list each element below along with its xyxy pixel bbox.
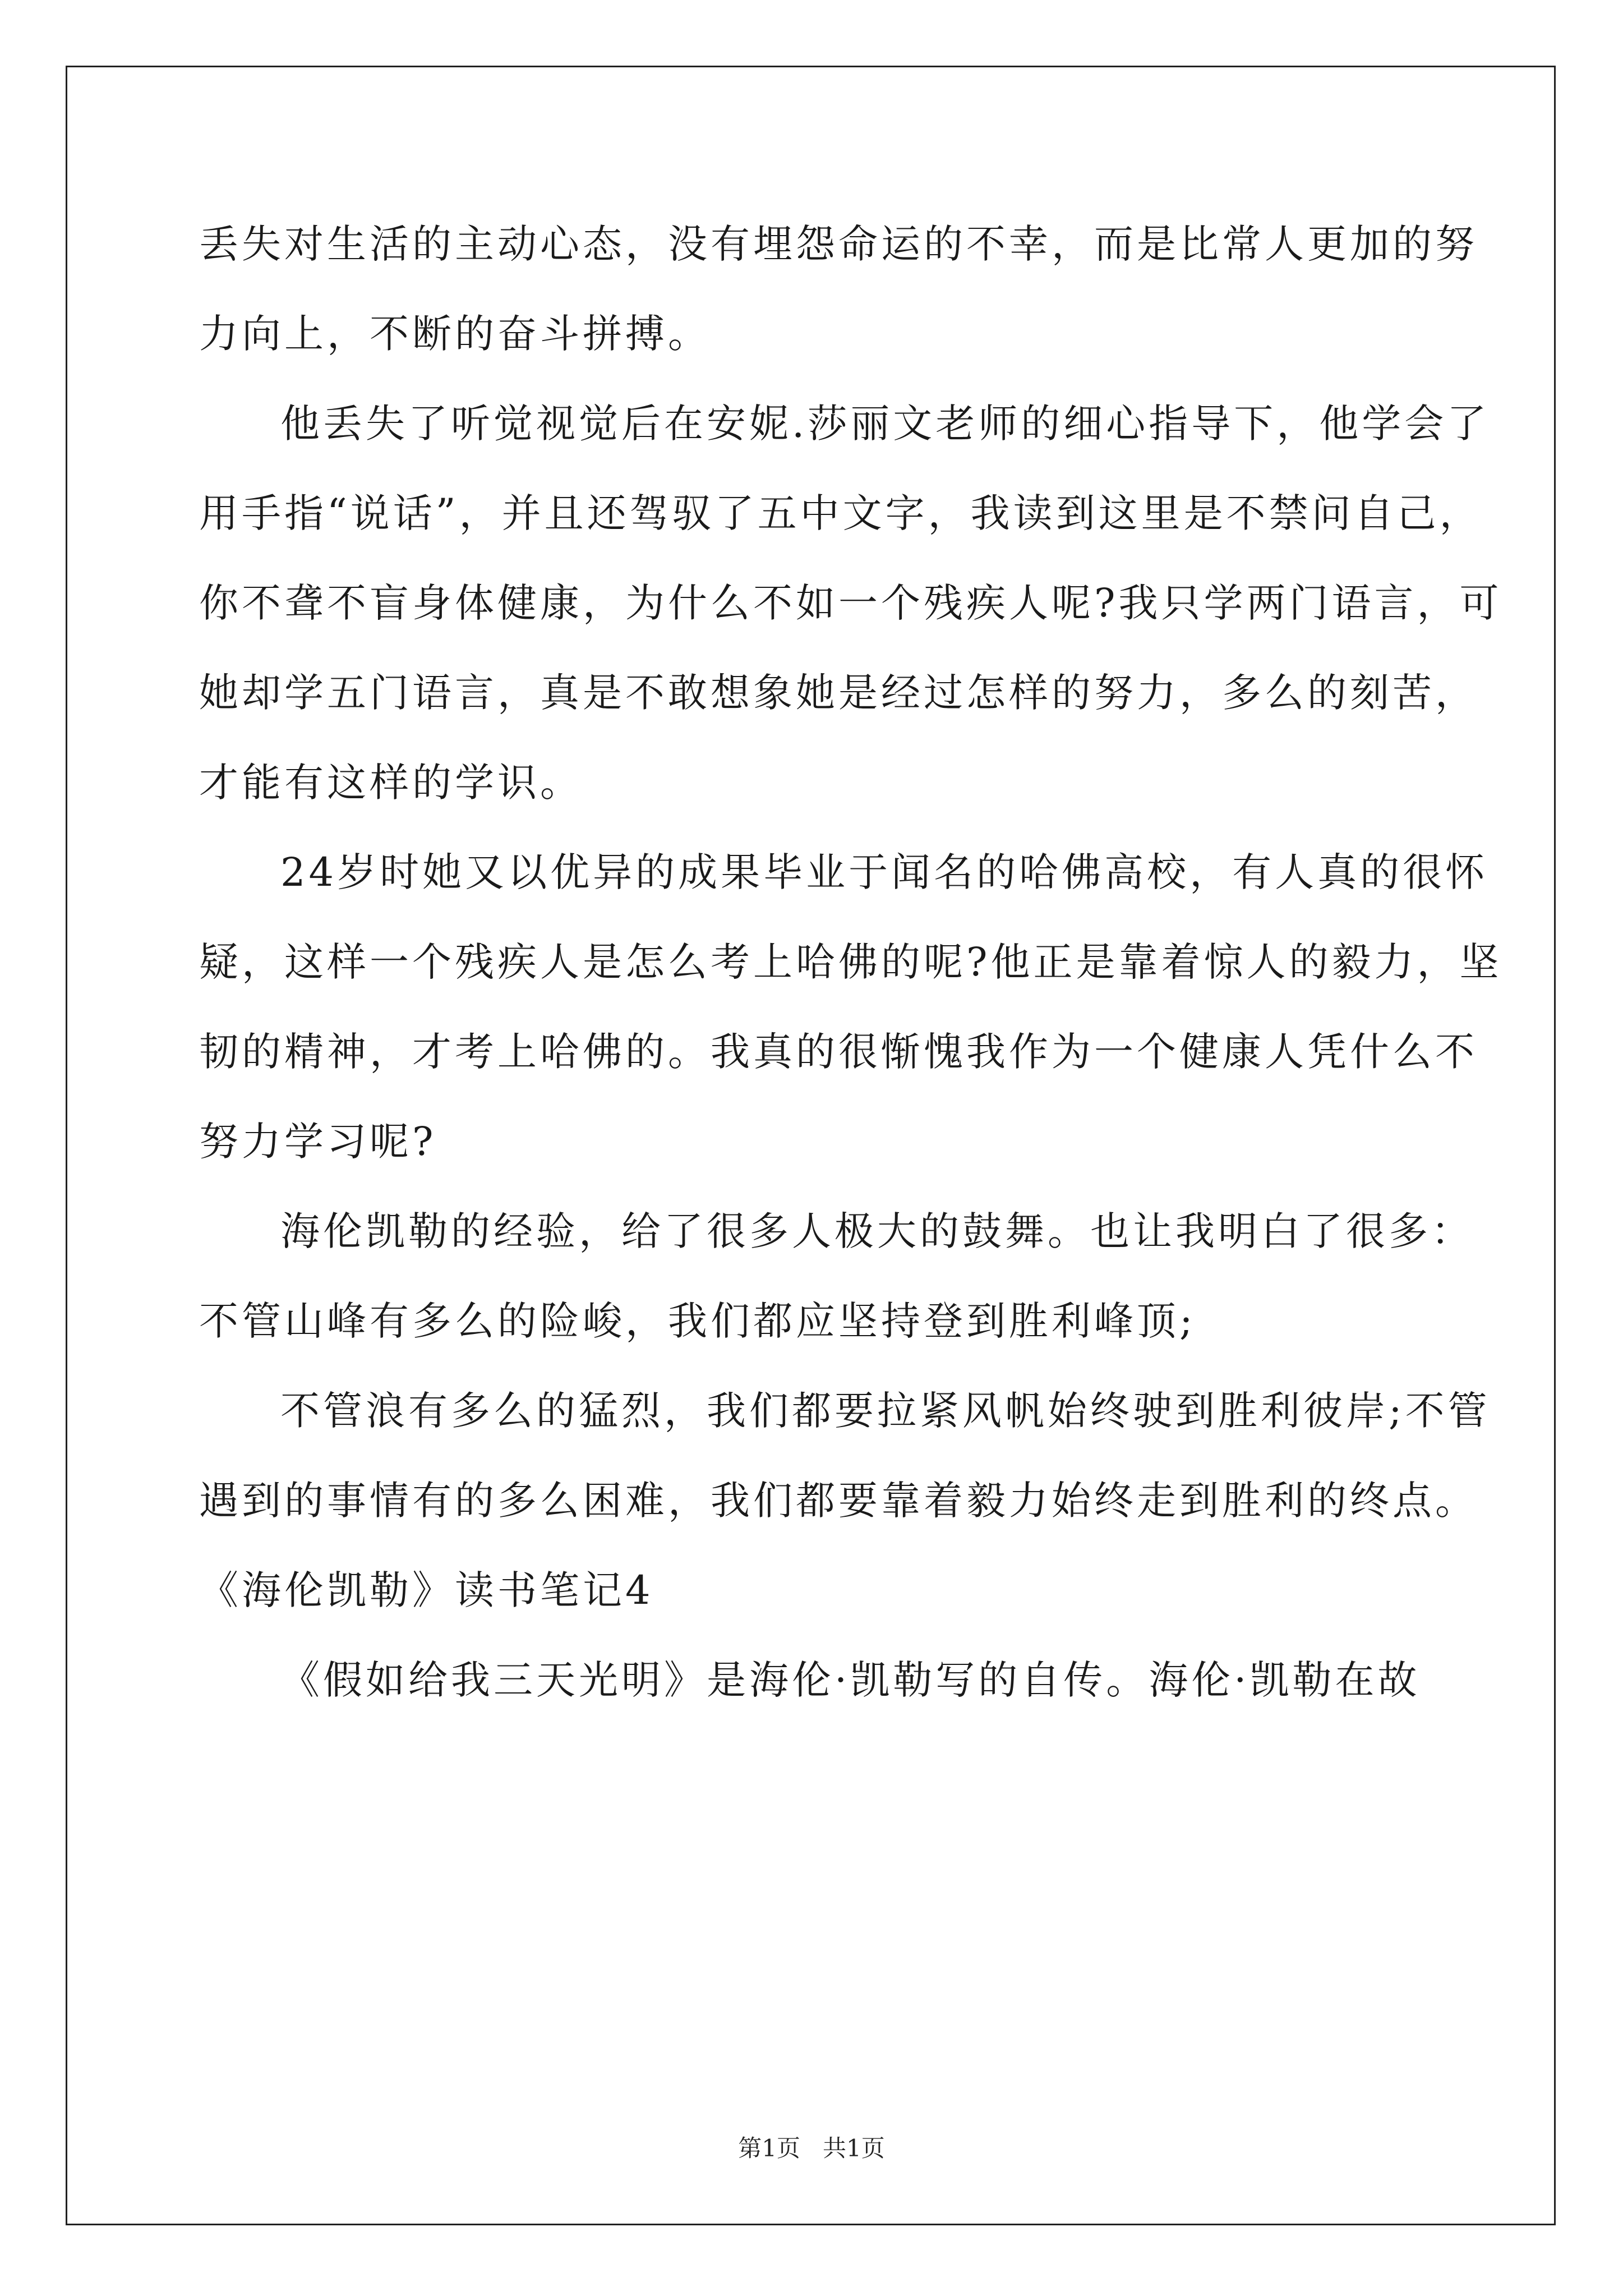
text-line: 海伦凯勒的经验，给了很多人极大的鼓舞。也让我明白了很多： (280, 1208, 1474, 1254)
page-total: 共1页 (823, 2134, 885, 2162)
text-line: 不管山峰有多么的险峻，我们都应坚持登到胜利峰顶; (199, 1298, 1196, 1344)
text-line: 你不聋不盲身体健康，为什么不如一个残疾人呢?我只学两门语言，可 (199, 580, 1502, 626)
document-body (199, 199, 1502, 1725)
text-line: 疑，这样一个残疾人是怎么考上哈佛的呢?他正是靠着惊人的毅力，坚 (199, 939, 1502, 985)
text-line: 韧的精神，才考上哈佛的。我真的很惭愧我作为一个健康人凭什么不 (199, 1029, 1478, 1075)
text-line: 24岁时她又以优异的成果毕业于闻名的哈佛高校，有人真的很怀 (280, 849, 1488, 895)
text-line: 用手指“说话”，并且还驾驭了五中文字，我读到这里是不禁问自己， (199, 490, 1482, 536)
text-line: 遇到的事情有的多么困难，我们都要靠着毅力始终走到胜利的终点。 (199, 1478, 1478, 1524)
page-number: 第1页 (738, 2134, 800, 2162)
text-line: 不管浪有多么的猛烈，我们都要拉紧风帆始终驶到胜利彼岸;不管 (280, 1388, 1491, 1434)
section-heading: 《海伦凯勒》读书笔记4 (199, 1567, 654, 1613)
text-line: 才能有这样的学识。 (199, 760, 583, 806)
text-line: 丢失对生活的主动心态，没有埋怨命运的不幸，而是比常人更加的努 (199, 221, 1478, 267)
text-line: 她却学五门语言，真是不敢想象她是经过怎样的努力，多么的刻苦， (199, 670, 1478, 716)
page-footer (0, 2132, 1623, 2165)
text-line: 努力学习呢? (199, 1119, 437, 1165)
text-line: 《假如给我三天光明》是海伦·凯勒写的自传。海伦·凯勒在故 (280, 1657, 1421, 1703)
text-line: 力向上，不断的奋斗拼搏。 (199, 311, 711, 357)
text-line: 他丢失了听觉视觉后在安妮.莎丽文老师的细心指导下，他学会了 (280, 401, 1490, 447)
